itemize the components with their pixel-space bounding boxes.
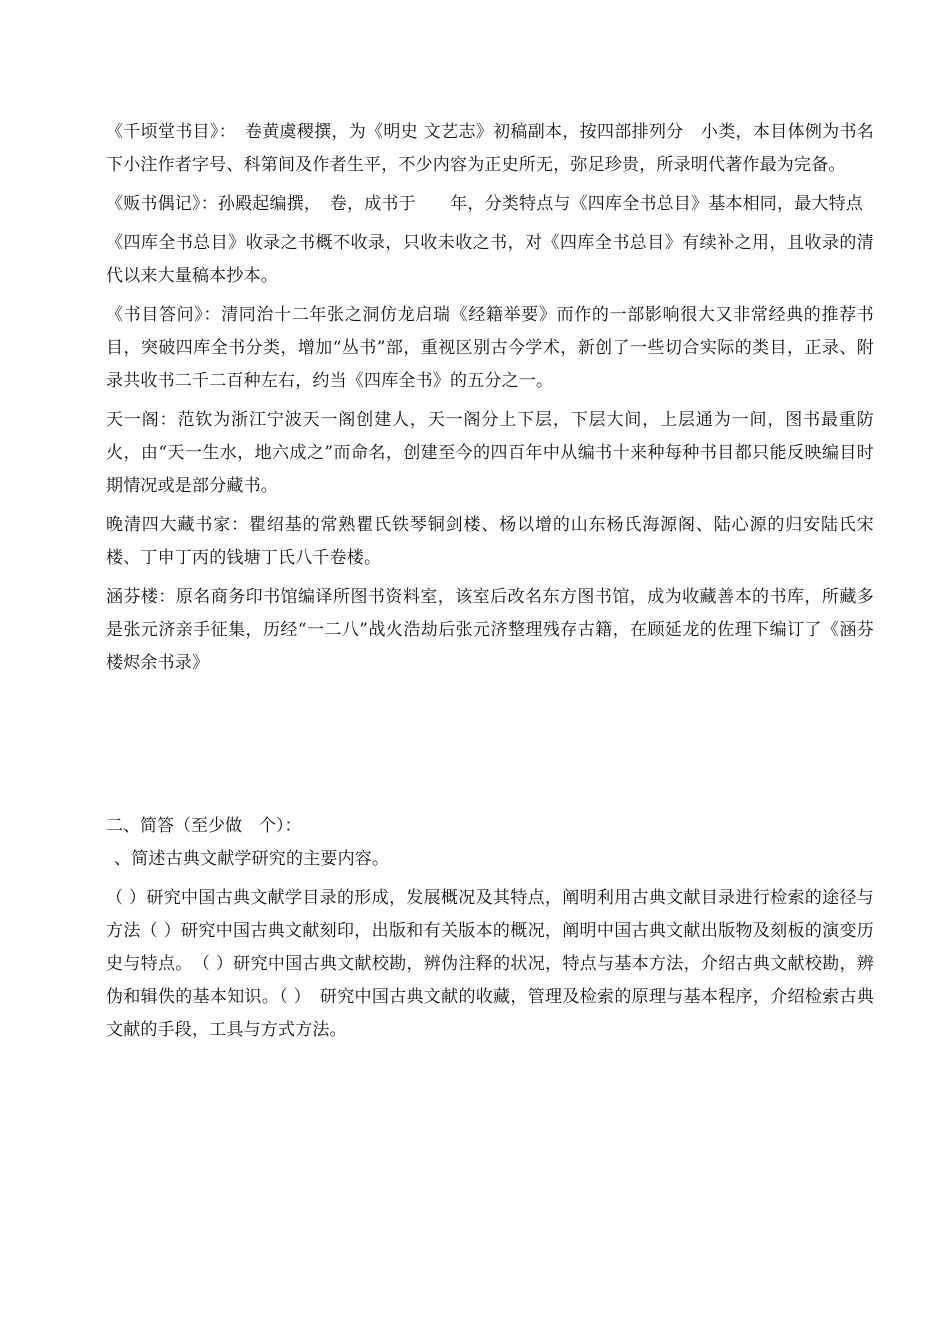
question-text: 、简述古典文献学研究的主要内容。 xyxy=(114,849,390,869)
entry-fanshu-ouji: 《贩书偶记》：孙殿起编撰， 卷，成书于 年，分类特点与《四库全书总目》基本相同，最大特点 xyxy=(106,194,863,214)
entry-tianyige: 天一阁：范钦为浙江宁波天一阁创建人，天一阁分上下层，下层大间，上层通为一间，图书最重防火，由“天一生水，地六成之”而命名，创建至今的四百年中从编书十来种每种书目都只能反映编目时期情况或是部分藏书。 xyxy=(106,410,874,496)
section-spacer xyxy=(106,680,874,810)
entry-hanfenlou: 涵芬楼：原名商务印书馆编译所图书资料室，该室后改名东方图书馆，成为收藏善本的书库，所藏多是张元济亲手征集，历经“一二八”战火浩劫后张元济整理残存古籍，在顾延龙的佐理下编订了《涵芬楼烬余书录》 xyxy=(106,587,874,673)
entry-four-collectors: 晚清四大藏书家：瞿绍基的常熟瞿氏铁琴铜剑楼、杨以增的山东杨氏海源阁、陆心源的归安陆氏宋楼、丁申丁丙的钱塘丁氏八千卷楼。 xyxy=(106,515,874,568)
entry-qianqingtang: 《千顷堂书目》： 卷黄虞稷撰，为《明史 文艺志》初稿副本，按四部排列分 小类，本目体例为书名下小注作者字号、科第间及作者生平，不少内容为正史所无，弥足珍贵，所录明代著作最为完备。 xyxy=(106,122,874,175)
document-page xyxy=(106,116,874,1047)
entry-shumu-dawen: 《书目答问》：清同治十二年张之洞仿龙启瑞《经籍举要》而作的一部影响很大又非常经典的推荐书目，突破四库全书分类，增加“丛书”部，重视区别古今学术，新创了一些切合实际的类目，正录、附录共收书二千二百种左右，约当《四库全书》的五分之一。 xyxy=(106,305,874,391)
section-heading: 二、简答（至少做 个）： xyxy=(106,816,302,836)
entry-siku-supplement: 《四库全书总目》收录之书概不收录，只收未收之书，对《四库全书总目》有续补之用，且收录的清代以来大量稿本抄本。 xyxy=(106,233,874,286)
answer-text: （ ）研究中国古典文献学目录的形成，发展概况及其特点，阐明利用古典文献目录进行检索的途径与方法（ ）研究中国古典文献刻印，出版和有关版本的概况，阐明中国古典文献出版物及刻板的演变历史与特点。 （ ）研究中国古典文献校勘，辨伪注释的状况，特点与基本方法，介绍古典文献校勘，辨伪和辑佚的基本知识。（ ） 研究中国古典文献的收藏，管理及检索的原理与基本程序，介绍检索古典文献的手段，工具与方式方法。 xyxy=(106,888,874,1040)
